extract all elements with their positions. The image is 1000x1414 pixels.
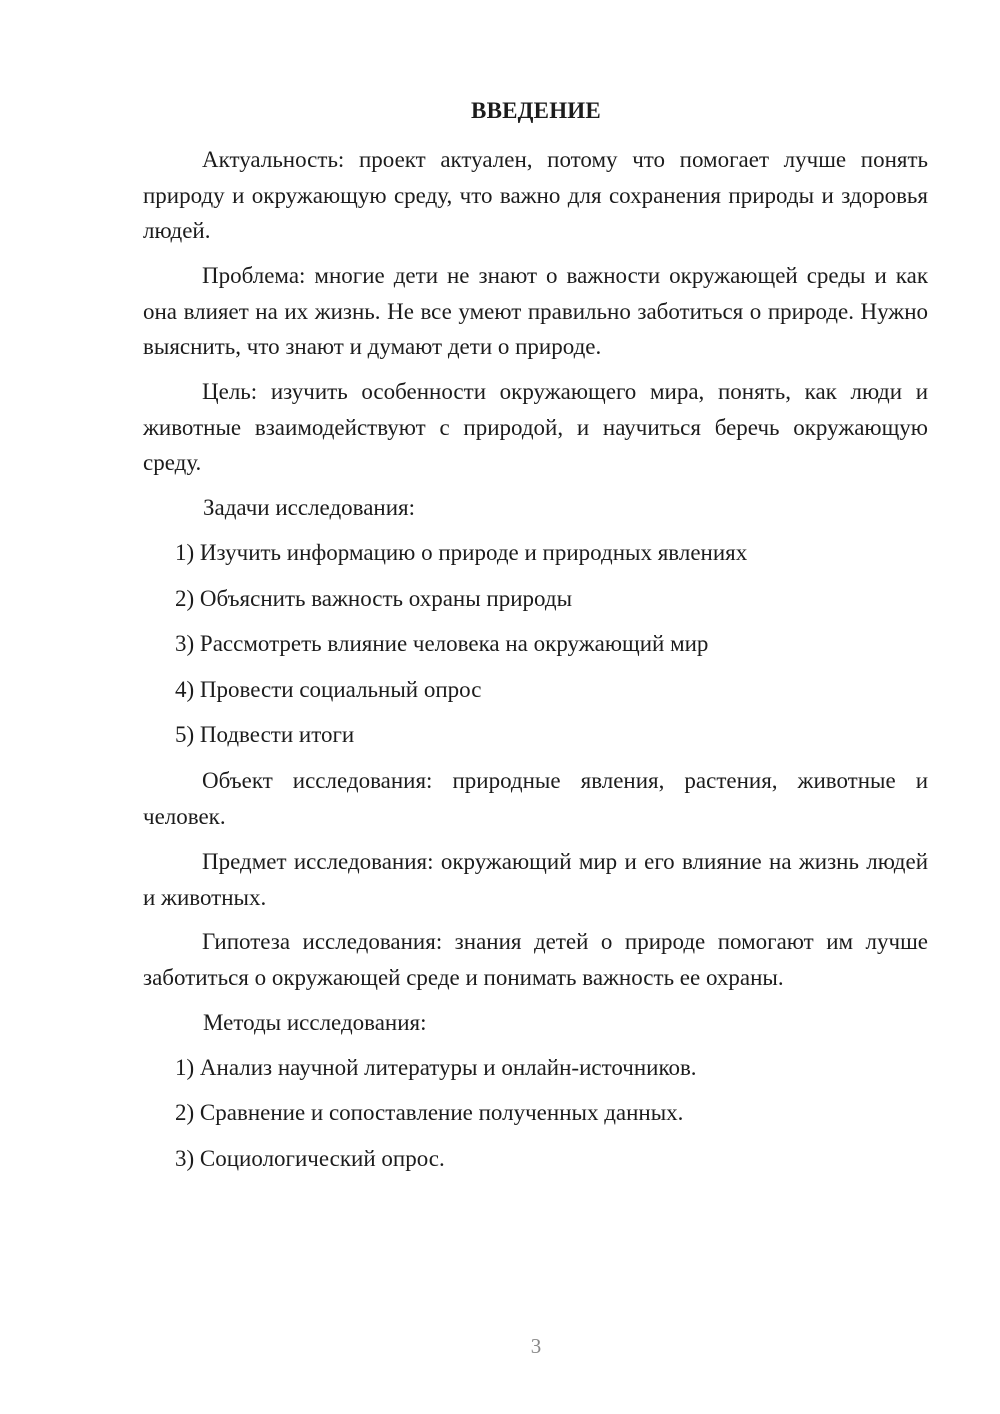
task-item: 3) Рассмотреть влияние человека на окружающий мир <box>175 631 709 656</box>
tasks-heading: Задачи исследования: <box>203 495 416 520</box>
object-paragraph: Объект исследования: природные явления, растения, животные и человек. <box>143 768 928 829</box>
task-item: 2) Объяснить важность охраны природы <box>175 586 573 611</box>
method-item: 2) Сравнение и сопоставление полученных данных. <box>175 1100 684 1125</box>
page-number: 3 <box>530 1334 542 1358</box>
task-item: 1) Изучить информацию о природе и природных явлениях <box>175 540 748 565</box>
problem-paragraph: Проблема: многие дети не знают о важности окружающей среды и как она влияет на их жизнь. Не все умеют правильно заботиться о природе. Нужно выяснить, что знают и думают дети о природе. <box>143 263 928 359</box>
task-item: 5) Подвести итоги <box>175 722 355 747</box>
hypothesis-paragraph: Гипотеза исследования: знания детей о природе помогают им лучше заботиться о окружающей среде и понимать важность ее охраны. <box>143 929 928 990</box>
section-title: ВВЕДЕНИЕ <box>471 98 601 123</box>
relevance-paragraph: Актуальность: проект актуален, потому что помогает лучше понять природу и окружающую среду, что важно для сохранения природы и здоровья людей. <box>143 147 928 243</box>
method-item: 3) Социологический опрос. <box>175 1146 445 1171</box>
task-item: 4) Провести социальный опрос <box>175 677 482 702</box>
subject-paragraph: Предмет исследования: окружающий мир и его влияние на жизнь людей и животных. <box>143 849 928 910</box>
methods-heading: Методы исследования: <box>203 1010 427 1035</box>
goal-paragraph: Цель: изучить особенности окружающего мира, понять, как люди и животные взаимодействуют с природой, и научиться беречь окружающую среду. <box>143 379 928 475</box>
method-item: 1) Анализ научной литературы и онлайн-источников. <box>175 1055 697 1080</box>
